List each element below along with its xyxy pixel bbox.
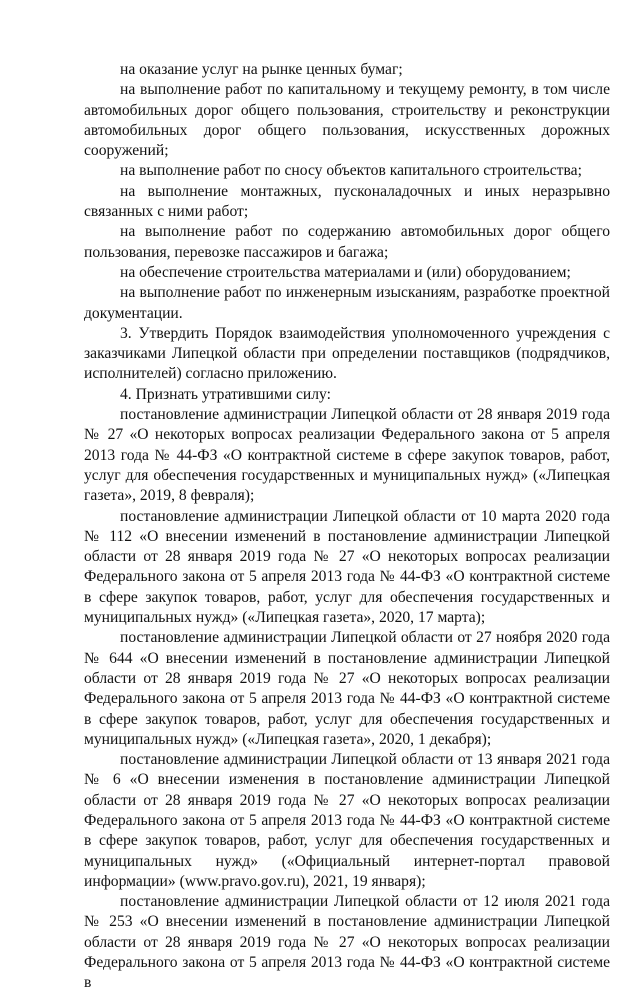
paragraph-resolution-27: постановление администрации Липецкой области от 28 января 2019 года № 27 «О некоторых вопросах реализации Федерального закона от 5 апреля 2013 года № 44-ФЗ «О контрактной системе в сфере закупок товаров, работ, услуг для обеспечения государственных и муниципальных нужд» («Липецкая газета», 2019, 8 февраля);: [84, 406, 610, 505]
paragraph-resolution-253: постановление администрации Липецкой области от 12 июля 2021 года № 253 «О внесении изменений в постановление администрации Липецкой области от 28 января 2019 года № 27 «О некоторых вопросах реализации Федерального закона от 5 апреля 2013 года № 44-ФЗ «О контрактной системе в: [84, 893, 610, 992]
paragraph-item-3: 3. Утвердить Порядок взаимодействия уполномоченного учреждения с заказчиками Липецкой области при определении поставщиков (подрядчиков, исполнителей) согласно приложению.: [84, 324, 610, 383]
paragraph-demolition: на выполнение работ по сносу объектов капитального строительства;: [120, 162, 582, 180]
paragraph-road-maintenance: на выполнение работ по содержанию автомобильных дорог общего пользования, перевозке пассажиров и багажа;: [84, 223, 610, 261]
paragraph-construction-materials: на обеспечение строительства материалами и (или) оборудованием;: [120, 263, 571, 281]
document-page: [84, 60, 610, 994]
paragraph-item-4: 4. Признать утратившими силу:: [120, 385, 331, 403]
paragraph-engineering-surveys: на выполнение работ по инженерным изысканиям, разработке проектной документации.: [84, 284, 610, 322]
paragraph-installation-works: на выполнение монтажных, пусконаладочных и иных неразрывно связанных с ними работ;: [84, 182, 610, 221]
paragraph-resolution-6: постановление администрации Липецкой области от 13 января 2021 года № 6 «О внесении изменения в постановление администрации Липецкой области от 28 января 2019 года № 27 «О некоторых вопросах реализации Федерального закона от 5 апреля 2013 года № 44-ФЗ «О контрактной системе в сфере закупок товаров, работ, услуг для обеспечения государственных и муниципальных нужд» («Официальный интернет-портал правовой информации» (www.pravo.gov.ru), 2021, 19 января);: [84, 751, 610, 890]
paragraph-resolution-644: постановление администрации Липецкой области от 27 ноября 2020 года № 644 «О внесении изменений в постановление администрации Липецкой области от 28 января 2019 года № 27 «О некоторых вопросах реализации Федерального закона от 5 апреля 2013 года № 44-ФЗ «О контрактной системе в сфере закупок товаров, работ, услуг для обеспечения государственных и муниципальных нужд» («Липецкая газета», 2020, 1 декабря);: [84, 629, 610, 748]
paragraph-securities-market: на оказание услуг на рынке ценных бумаг;: [120, 61, 403, 78]
paragraph-resolution-112: постановление администрации Липецкой области от 10 марта 2020 года № 112 «О внесении изменений в постановление администрации Липецкой области от 28 января 2019 года № 27 «О некоторых вопросах реализации Федерального закона от 5 апреля 2013 года № 44-ФЗ «О контрактной системе в сфере закупок товаров, работ, услуг для обеспечения государственных и муниципальных нужд» («Липецкая газета», 2020, 17 марта);: [84, 507, 610, 627]
paragraph-road-repair: на выполнение работ по капитальному и текущему ремонту, в том числе автомобильных дорог общего пользования, строительству и реконструкции автомобильных дорог общего пользования, искусственных дорожных сооружений;: [84, 81, 610, 160]
